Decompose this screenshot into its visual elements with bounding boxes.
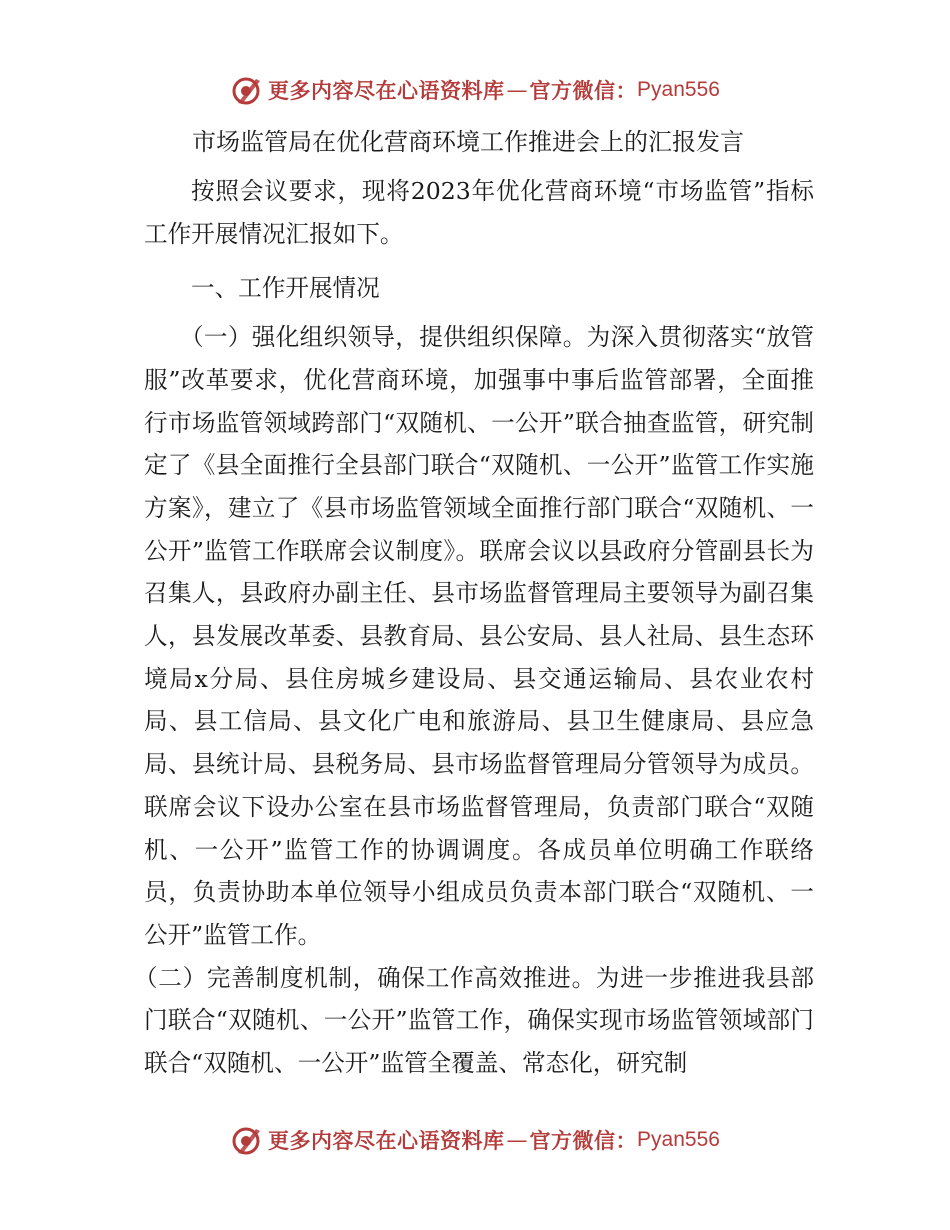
header-watermark-banner: [0, 72, 950, 108]
watermark-id: Pyan556: [637, 1128, 720, 1151]
quill-logo-icon: [230, 1123, 264, 1157]
document-body: [134, 170, 814, 1085]
watermark-official: 官方微信：: [529, 1129, 638, 1153]
watermark-id: Pyan556: [637, 78, 720, 101]
paragraph-organization: （一）强化组织领导，提供组织保障。为深入贯彻落实“放管服”改革要求，优化营商环境，加强事中事后监管部署，全面推行市场监管领域跨部门“双随机、一公开”联合抽查监管，研究制定了《县全面推行全县部门联合“双随机、一公开”监管工作实施方案》，建立了《县市场监管领域全面推行部门联合“双随机、一公开”监管工作联席会议制度》。联席会议以县政府分管副县长为召集人，县政府办副主任、县市场监督管理局主要领导为副召集人，县发展改革委、县教育局、县公安局、县人社局、县生态环境局x分局、县住房城乡建设局、县交通运输局、县农业农村局、县工信局、县文化广电和旅游局、县卫生健康局、县应急局、县统计局、县税务局、县市场监督管理局分管领导为成员。联席会议下设办公室在县市场监督管理局，负责部门联合“双随机、一公开”监管工作的协调调度。各成员单位明确工作联络员，负责协助本单位领导小组成员负责本部门联合“双随机、一公开”监管工作。: [144, 323, 814, 949]
watermark-text: 更多内容尽在心语资料库: [268, 1129, 505, 1153]
watermark-separator: —: [506, 78, 528, 102]
watermark-separator: —: [506, 1128, 528, 1152]
quill-logo-icon: [230, 73, 264, 107]
intro-paragraph: 按照会议要求，现将2023年优化营商环境“市场监管”指标工作开展情况汇报如下。: [144, 177, 814, 248]
document-title: 市场监管局在优化营商环境工作推进会上的汇报发言: [192, 128, 744, 156]
section-heading: 一、工作开展情况: [191, 274, 380, 303]
footer-watermark-banner: [0, 1122, 950, 1158]
watermark-official: 官方微信：: [529, 79, 638, 103]
watermark-text: 更多内容尽在心语资料库: [268, 79, 505, 103]
paragraph-mechanism: （二）完善制度机制，确保工作高效推进。为进一步推进我县部门联合“双随机、一公开”监管工作，确保实现市场监管领域部门联合“双随机、一公开”监管全覆盖、常态化，研究制: [134, 963, 814, 1078]
